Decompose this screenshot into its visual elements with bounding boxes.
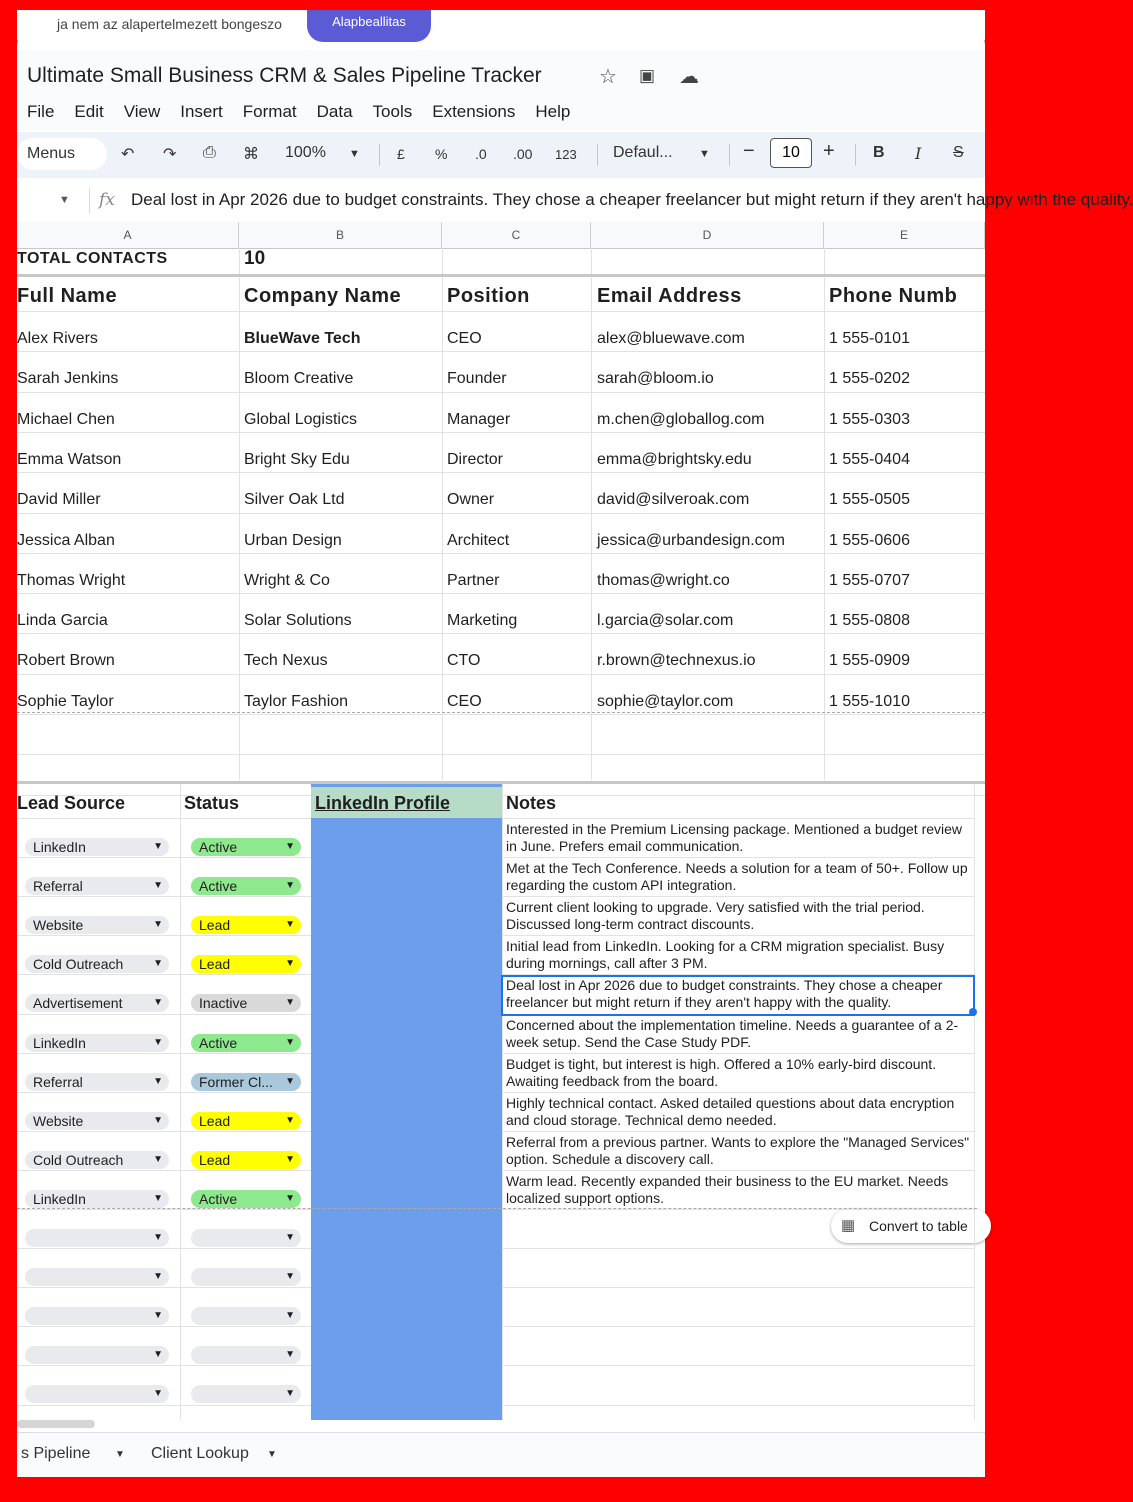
grid-line [502,784,503,1420]
contact-company-cell[interactable]: Silver Oak Ltd [244,491,345,509]
document-title[interactable]: Ultimate Small Business CRM & Sales Pipeline Tracker [27,64,542,87]
contact-company-cell[interactable]: Bloom Creative [244,370,354,388]
chevron-down-icon[interactable]: ▼ [153,1349,163,1361]
grid-line [17,593,985,594]
menu-data[interactable]: Data [316,102,353,121]
chevron-down-icon[interactable]: ▼ [153,841,163,852]
convert-to-table-button[interactable] [831,1209,991,1243]
grid-line [17,896,311,897]
status-dropdown[interactable] [191,1073,301,1091]
lead-source-dropdown[interactable] [25,838,169,856]
contact-name-cell[interactable]: Thomas Wright [17,571,126,589]
column-header-b[interactable]: B [239,222,442,248]
grid-line [17,1053,311,1054]
menu-tools[interactable]: Tools [372,102,413,121]
horizontal-scrollbar[interactable] [17,1420,95,1428]
grid-line [502,1092,974,1093]
chevron-down-icon[interactable]: ▼ [153,1232,163,1243]
table-range-border [17,712,985,714]
decrease-decimal-button[interactable]: .0 [475,146,487,162]
grid-line [17,1326,311,1327]
contact-email-cell[interactable]: emma@brightsky.edu [597,450,752,468]
lead-source-label: Cold Outreach [33,1151,124,1168]
grid-line [180,784,181,1420]
lead-source-label: Website [33,1112,84,1129]
grid-line [502,1053,974,1054]
chevron-down-icon[interactable]: ▼ [153,1036,163,1048]
chevron-down-icon[interactable]: ▼ [285,1075,295,1087]
empty-status-dropdown[interactable] [191,1385,301,1403]
font-chevron-down-icon[interactable]: ▼ [699,148,710,160]
sheet-tab-chevron-down-icon[interactable]: ▼ [115,1449,125,1460]
menu-edit[interactable]: Edit [74,102,104,121]
menu-format[interactable]: Format [242,102,297,121]
contacts-header-3[interactable]: Email Address [597,285,742,307]
sheet-tab-1[interactable]: Client Lookup [151,1445,249,1462]
chevron-down-icon[interactable]: ▼ [285,1271,295,1283]
contact-name-cell[interactable]: Michael Chen [17,410,115,428]
status-label: Lead [199,956,231,973]
contact-phone-cell[interactable]: 1 555-0606 [829,531,910,549]
chevron-down-icon[interactable]: ▼ [153,1192,163,1204]
contact-phone-cell[interactable]: 1 555-0707 [829,571,910,589]
redo-icon[interactable]: ↷ [163,146,177,163]
grid-line [17,935,311,936]
grid-line [502,935,974,936]
font-select[interactable]: Defaul... [613,144,673,161]
pipeline-header-3[interactable]: Notes [506,793,557,813]
grid-line [502,1248,974,1249]
grid-line [17,818,311,819]
notes-cell[interactable]: Warm lead. Recently expanded their business to the EU market. Needs localized support options. [506,1172,949,1206]
toolbar-divider [729,144,730,166]
table-icon: ▦ [841,1217,856,1234]
empty-lead-source-dropdown[interactable] [25,1307,169,1325]
lead-source-label: Referral [33,1073,83,1090]
grid-line [974,784,975,1420]
lead-source-label: Advertisement [33,995,123,1012]
contact-position-cell[interactable]: CEO [447,692,482,710]
lead-source-label: Website [33,917,84,934]
italic-button[interactable]: I [915,144,922,163]
status-label: Former Cl... [199,1073,273,1090]
lead-source-label: LinkedIn [33,1034,86,1051]
contact-phone-cell[interactable]: 1 555-1010 [829,692,910,710]
contact-name-cell[interactable]: David Miller [17,491,101,509]
grid-line [17,311,985,312]
grid-line [17,1131,311,1132]
decrease-font-size-button[interactable]: − [743,140,755,162]
browser-banner [17,10,985,40]
column-header-e[interactable]: E [824,222,985,248]
grid-line [502,896,974,897]
sheet-tab-chevron-down-icon[interactable]: ▼ [267,1449,277,1460]
empty-status-dropdown[interactable] [191,1346,301,1364]
spreadsheet-window [17,10,1133,1476]
contacts-header-0[interactable]: Full Name [17,285,118,307]
chevron-down-icon[interactable]: ▼ [153,1075,163,1087]
table-range-border [17,1208,977,1210]
status-label: Active [199,1034,238,1051]
contact-email-cell[interactable]: jessica@urbandesign.com [597,531,785,549]
contact-position-cell[interactable]: Partner [447,571,500,589]
empty-lead-source-dropdown[interactable] [25,1346,169,1364]
empty-status-dropdown[interactable] [191,1307,301,1325]
chevron-down-icon[interactable]: ▼ [285,1036,295,1048]
zoom-chevron-down-icon[interactable]: ▼ [349,148,360,160]
lead-source-dropdown[interactable] [25,916,169,934]
menu-bar [27,102,590,122]
contact-email-cell[interactable]: thomas@wright.co [597,571,730,589]
contact-name-cell[interactable]: Sophie Taylor [17,692,114,710]
fx-icon: fx [99,190,115,210]
grid-line [502,974,974,975]
contact-email-cell[interactable]: l.garcia@solar.com [597,612,734,630]
sheet-tab-0[interactable]: s Pipeline [21,1445,91,1462]
contact-phone-cell[interactable]: 1 555-0505 [829,491,910,509]
number-format-button[interactable]: 123 [555,147,577,162]
contacts-header-4[interactable]: Phone Numb [829,285,958,307]
status-dropdown[interactable] [191,877,301,895]
lead-source-label: Cold Outreach [33,956,124,973]
empty-lead-source-dropdown[interactable] [25,1268,169,1286]
contact-company-cell[interactable]: Tech Nexus [244,652,328,670]
chevron-down-icon[interactable]: ▼ [285,919,295,931]
grid-line [17,392,985,393]
cloud-status-icon[interactable]: ☁ [679,66,699,88]
chevron-down-icon[interactable]: ▼ [285,1192,295,1204]
contact-position-cell[interactable]: Architect [447,531,510,549]
contact-email-cell[interactable]: sophie@taylor.com [597,692,734,710]
contacts-header-2[interactable]: Position [447,285,530,307]
toolbar [17,132,985,178]
contact-phone-cell[interactable]: 1 555-0303 [829,410,910,428]
empty-status-dropdown[interactable] [191,1229,301,1247]
pipeline-header-2[interactable]: LinkedIn Profile [315,793,451,813]
contact-email-cell[interactable]: david@silveroak.com [597,491,750,509]
grid-line [502,1170,974,1171]
notes-cell[interactable]: Referral from a previous partner. Wants to explore the "Managed Services" option. Schedule a discovery call. [506,1133,970,1167]
contact-email-cell[interactable]: sarah@bloom.io [597,370,714,388]
chevron-down-icon[interactable]: ▼ [285,841,295,852]
grid-line [17,432,985,433]
grid-line [17,472,985,473]
chevron-down-icon[interactable]: ▼ [153,958,163,970]
notes-cell[interactable]: Initial lead from LinkedIn. Looking for a CRM migration specialist. Busy during mornings, call after 3 PM. [506,938,945,972]
lead-source-dropdown[interactable] [25,955,169,973]
grid-line [17,857,311,858]
grid-line [239,248,240,780]
status-dropdown[interactable] [191,838,301,856]
lead-source-label: LinkedIn [33,839,86,855]
menu-extensions[interactable]: Extensions [432,102,516,121]
status-dropdown[interactable] [191,994,301,1012]
chevron-down-icon[interactable]: ▼ [285,1349,295,1361]
grid-line [17,754,985,755]
pipeline-header-0[interactable]: Lead Source [17,793,126,813]
contact-name-cell[interactable]: Alex Rivers [17,330,98,347]
contact-position-cell[interactable]: CTO [447,652,481,670]
contact-position-cell[interactable]: Founder [447,370,507,388]
star-icon[interactable]: ☆ [599,66,617,88]
lead-source-dropdown[interactable] [25,1112,169,1130]
chevron-down-icon[interactable]: ▼ [285,880,295,892]
grid-line [502,1287,974,1288]
grid-line [17,1248,311,1249]
grid-line [502,818,974,819]
contact-position-cell[interactable]: Marketing [447,612,518,630]
contact-company-cell[interactable]: Bright Sky Edu [244,450,350,468]
font-size-input[interactable]: 10 [770,138,812,168]
chevron-down-icon[interactable]: ▼ [285,1310,295,1322]
contact-company-cell[interactable]: Urban Design [244,531,342,549]
selection-handle[interactable] [969,1008,977,1016]
contact-company-cell[interactable]: Taylor Fashion [244,692,349,710]
chevron-down-icon[interactable]: ▼ [285,1232,295,1243]
status-dropdown[interactable] [191,955,301,973]
chevron-down-icon[interactable]: ▼ [285,1114,295,1126]
status-dropdown[interactable] [191,916,301,934]
menu-help[interactable]: Help [535,102,571,121]
zoom-select[interactable]: 100% [285,144,326,161]
status-label: Active [199,1190,238,1207]
sheet-tabs [17,1432,985,1477]
contact-position-cell[interactable]: Manager [447,410,511,428]
toolbar-divider [379,144,380,166]
contact-email-cell[interactable]: alex@bluewave.com [597,330,745,347]
status-dropdown[interactable] [191,1112,301,1130]
contact-phone-cell[interactable]: 1 555-0202 [829,370,910,388]
column-header-c[interactable]: C [442,222,591,248]
grid-line [502,1365,974,1366]
toolbar-divider [855,144,856,166]
contact-position-cell[interactable]: CEO [447,330,482,347]
title-bar [17,50,985,130]
name-box-chevron-down-icon[interactable]: ▼ [59,194,70,206]
print-icon[interactable]: ⎙ [203,144,216,161]
grid-line [17,1405,311,1406]
grid-line [17,714,985,715]
formula-input[interactable]: Deal lost in Apr 2026 due to budget constraints. They chose a cheaper freelancer but might return if they aren't happy with the quality. [131,190,1133,209]
contact-position-cell[interactable]: Director [447,450,504,468]
lead-source-dropdown[interactable] [25,1034,169,1052]
contact-phone-cell[interactable]: 1 555-0909 [829,652,910,670]
notes-cell[interactable]: Concerned about the implementation timeline. Needs a guarantee of a 2-week setup. Send the Case Study PDF. [506,1016,959,1050]
contact-email-cell[interactable]: m.chen@globallog.com [597,410,765,428]
pipeline-header-1[interactable]: Status [184,793,240,813]
grid-line [824,248,825,780]
increase-font-size-button[interactable]: + [823,140,835,162]
chevron-down-icon[interactable]: ▼ [153,1310,163,1322]
convert-to-table-label: Convert to table [869,1218,968,1234]
notes-cell[interactable]: Interested in the Premium Licensing package. Mentioned a budget review in June. Prefers email communication. [506,821,963,854]
lead-source-dropdown[interactable] [25,1190,169,1208]
grid-line [502,1405,974,1406]
grid-line [502,1326,974,1327]
strikethrough-button[interactable]: S [953,144,964,161]
contact-name-cell[interactable]: Emma Watson [17,450,122,468]
grid-line [17,553,985,554]
notes-cell[interactable]: Deal lost in Apr 2026 due to budget constraints. They chose a cheaper freelancer but might return if they aren't happy with the quality. [503,977,973,1014]
bold-button[interactable]: B [873,144,885,161]
contacts-header-1[interactable]: Company Name [244,285,402,307]
contact-company-cell[interactable]: Wright & Co [244,571,330,589]
chevron-down-icon[interactable]: ▼ [285,1153,295,1165]
grid-line [17,1365,311,1366]
lead-source-label: LinkedIn [33,1190,86,1207]
lead-source-dropdown[interactable] [25,1073,169,1091]
notes-cell[interactable]: Highly technical contact. Asked detailed questions about data encryption and cloud storage. Technical demo needed. [506,1094,955,1128]
empty-lead-source-dropdown[interactable] [25,1385,169,1403]
contact-name-cell[interactable]: Robert Brown [17,652,115,670]
banner-button[interactable]: Alapbeallitas [307,10,431,42]
contact-company-cell[interactable]: Global Logistics [244,410,357,428]
menus-button[interactable]: Menus [17,138,107,170]
contact-position-cell[interactable]: Owner [447,491,495,509]
linkedin-column-fill [311,818,502,1420]
chevron-down-icon[interactable]: ▼ [153,997,163,1009]
status-label: Lead [199,1151,231,1168]
percent-format-button[interactable]: % [435,146,448,162]
formula-bar [17,180,1133,223]
chevron-down-icon[interactable]: ▼ [153,1271,163,1283]
chevron-down-icon[interactable]: ▼ [285,958,295,970]
grid-line [17,1014,311,1015]
grid-line [17,513,985,514]
grid-line [502,857,974,858]
total-contacts-label: TOTAL CONTACTS [17,250,168,267]
banner-text: ja nem az alapertelmezett bongeszo [57,16,282,32]
contact-name-cell[interactable]: Linda Garcia [17,612,108,630]
contact-company-cell[interactable]: BlueWave Tech [244,330,361,347]
menu-insert[interactable]: Insert [180,102,223,121]
status-label: Lead [199,1112,231,1129]
grid-line [17,974,311,975]
chevron-down-icon[interactable]: ▼ [153,1114,163,1126]
contact-email-cell[interactable]: r.brown@technexus.io [597,652,756,670]
frozen-divider [17,274,985,277]
contact-name-cell[interactable]: Sarah Jenkins [17,370,119,388]
chevron-down-icon[interactable]: ▼ [153,880,163,892]
status-dropdown[interactable] [191,1190,301,1208]
grid-line [591,248,592,780]
move-folder-icon[interactable]: ▣ [639,66,656,85]
status-label: Lead [199,917,231,934]
currency-format-button[interactable]: £ [397,146,405,162]
lead-source-dropdown[interactable] [25,877,169,895]
chevron-down-icon[interactable]: ▼ [285,997,295,1009]
column-header-a[interactable]: A [17,222,239,248]
grid-line [17,1287,311,1288]
grid-line [17,1170,311,1171]
increase-decimal-button[interactable]: .00 [513,146,533,162]
column-header-d[interactable]: D [591,222,824,248]
column-headers [17,222,985,249]
notes-cell[interactable]: Met at the Tech Conference. Needs a solution for a team of 50+. Follow up regarding the custom API integration. [506,860,968,894]
contact-company-cell[interactable]: Solar Solutions [244,612,352,630]
chevron-down-icon[interactable]: ▼ [285,1388,295,1400]
contact-name-cell[interactable]: Jessica Alban [17,531,115,549]
chevron-down-icon[interactable]: ▼ [153,1388,163,1400]
status-label: Inactive [199,995,248,1012]
menu-file[interactable]: File [27,102,55,121]
grid-line [442,248,443,780]
empty-lead-source-dropdown[interactable] [25,1229,169,1247]
menu-view[interactable]: View [123,102,161,121]
grid-line [17,633,985,634]
contact-phone-cell[interactable]: 1 555-0404 [829,450,910,468]
grid-line [17,351,985,352]
notes-cell[interactable]: Current client looking to upgrade. Very satisfied with the trial period. Discussed long-term contract discounts. [506,899,925,933]
grid-line [502,1131,974,1132]
chevron-down-icon[interactable]: ▼ [153,919,163,931]
contact-phone-cell[interactable]: 1 555-0808 [829,612,910,630]
status-dropdown[interactable] [191,1151,301,1169]
lead-source-dropdown[interactable] [25,994,169,1012]
grid-line [17,1092,311,1093]
grid-line [17,674,985,675]
status-label: Active [199,878,238,895]
total-contacts-value[interactable]: 10 [244,248,266,269]
toolbar-divider [597,144,598,166]
chevron-down-icon[interactable]: ▼ [153,1153,163,1165]
paint-format-icon[interactable]: ⌘ [243,146,259,163]
empty-status-dropdown[interactable] [191,1268,301,1286]
notes-cell[interactable]: Budget is tight, but interest is high. Offered a 10% early-bird discount. Awaiting feedback from the board. [506,1055,937,1089]
contact-phone-cell[interactable]: 1 555-0101 [829,330,910,347]
lead-source-dropdown[interactable] [25,1151,169,1169]
status-label: Active [199,839,238,855]
formula-divider [89,188,90,214]
status-dropdown[interactable] [191,1034,301,1052]
lead-source-label: Referral [33,878,83,895]
undo-icon[interactable]: ↶ [121,146,135,163]
